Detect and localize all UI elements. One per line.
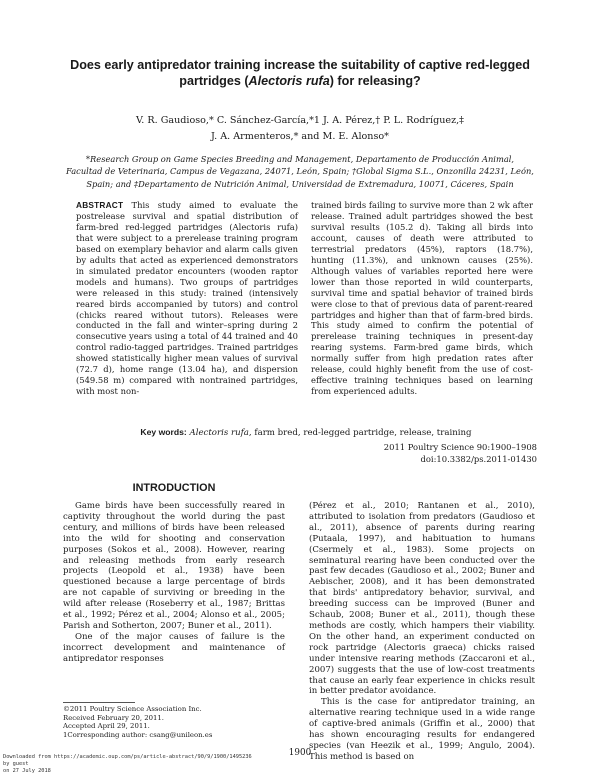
body-column-left (63, 501, 285, 665)
title-line-1: Does early antipredator training increase the suitability of captive red-legged (70, 58, 530, 72)
download-line-3: on 27 July 2018 (3, 768, 51, 774)
title-line-2-post: ) for releasing? (329, 74, 421, 88)
intro-paragraph-continued: (Pérez et al., 2010; Rantanen et al., 2010), attributed to isolation from predators (Gaudioso et al., 2011), absence of parents during rearing (Putaala, 1997), and habituation to humans (Csermely et al., 1983). Some projects on seminatural rearing have been conducted over the past few decades (Gaudioso et al., 2002; Buner and Aebischer, 2008), and it has been demonstrated that birds' antipredatory behavior, survival, and breeding success can be improved (Buner and Schaub, 2008; Buner et al., 2011), though these methods are costly, which hampers their viability. On the other hand, an experiment conducted on rock partridge (Alectoris graeca) chicks raised under intensive rearing methods (Zaccaroni et al., 2007) suggests that the use of low-cost treatments that cause an early fear experience in chicks result in better predator avoidance. (309, 501, 535, 697)
intro-paragraph-2: One of the major causes of failure is the incorrect development and maintenance of antipredator responses (63, 631, 285, 664)
abstract-text-left: This study aimed to evaluate the postrelease survival and spatial distribution of farm-bred red-legged partridges (Alectoris rufa) that were subject to a prerelease training program based on exemplary behavior and alarm calls given by adults that acted as experienced demonstrators in simulated predator encounters (wooden raptor models and humans). Two groups of partridges were released in this study: trained (intensively reared birds accompanied by tutors) and control (chicks reared without tutors). Releases were conducted in the fall and winter–spring during 2 consecutive years using a total of 44 trained and 40 control radio-tagged partridges. Trained partridges showed statistically higher mean values of survival (72.7 d), home range (13.04 ha), and dispersion (549.58 m) compared with nontrained partridges, with most non- (76, 200, 298, 397)
affiliations (62, 153, 538, 190)
affiliation-line-3: Spain; and ‡Departamento de Nutrición Animal, Universidad de Extremadura, 10071, Cáceres, Spain (86, 178, 514, 189)
keywords-rest: , farm bred, red-legged partridge, release, training (248, 428, 472, 438)
title-line-2-pre: partridges ( (179, 74, 249, 88)
abstract-column-left (76, 200, 298, 397)
footnotes (63, 705, 285, 739)
keywords-line (76, 426, 536, 439)
author-list (60, 113, 540, 145)
author-line-1: V. R. Gaudioso,* C. Sánchez-García,*1 J. A. Pérez,† P. L. Rodríguez,‡ (136, 115, 464, 126)
abstract-label: ABSTRACT (76, 200, 124, 210)
download-line-1: Downloaded from https://academic.oup.com/ps/article-abstract/90/9/1900/1495236 (3, 754, 252, 760)
abstract-column-right (311, 200, 533, 397)
page-number: 1900 (288, 748, 312, 758)
paper-title (40, 57, 560, 89)
citation-journal: 2011 Poultry Science 90:1900–1908 (383, 442, 537, 452)
footnote-divider (63, 702, 135, 703)
citation-doi: doi:10.3382/ps.2011-01430 (420, 453, 537, 464)
section-heading-introduction: INTRODUCTION (132, 482, 216, 494)
keywords-label: Key words: (140, 427, 187, 437)
body-column-right (309, 501, 535, 763)
footnote-corresponding-author: 1Corresponding author: csang@unileon.es (63, 730, 213, 739)
download-line-2: by guest (3, 761, 29, 767)
download-watermark (3, 754, 252, 775)
intro-paragraph-3: This is the case for antipredator training, an alternative rearing technique used in a wide range of captive-bred animals (Griffin et al., 2000) that has shown encouraging results for endangered species (van Heezik et al., 1999; Angulo, 2004). This method is based on (309, 697, 535, 762)
intro-paragraph-1: Game birds have been successfully reared in captivity throughout the world during the past century, and millions of birds have been released into the wild for shooting and conservation purposes (Sokos et al., 2008). However, rearing and releasing methods from early research projects (Leopold et al., 1938) have been questioned because a large percentage of birds are not capable of surviving or breeding in the wild after release (Roseberry et al., 1987; Brittas et al., 1992; Pérez et al., 2004; Alonso et al., 2005; Parish and Sotherton, 2007; Buner et al., 2011). (63, 501, 285, 631)
keywords-species: Alectoris rufa (189, 428, 249, 438)
affiliation-line-1: *Research Group on Game Species Breeding and Management, Departamento de Producción Animal, (85, 154, 515, 164)
title-species-name: Alectoris rufa (248, 74, 330, 88)
affiliation-line-2: Facultad de Veterinaria, Campus de Vegazana, 24071, León, Spain; †Global Sigma S.L., Onzonilla 24231, León, (66, 166, 534, 177)
abstract-text-right: trained birds failing to survive more than 2 wk after release. Trained adult partridges showed the best survival results (105.2 d). Taking all birds into account, causes of death were attributed to terrestrial predators (45%), raptors (18.7%), hunting (11.3%), and unknown causes (25%). Although values of variables reported here were lower than those reported in wild counterparts, survival time and spatial behavior of trained birds were close to that of previous data of parent-reared partridges and higher than that of farm-bred birds. This study aimed to confirm the potential of prerelease training techniques in present-day rearing systems. Farm-bred game birds, which normally suffer from high predation rates after release, could highly benefit from the use of cost-effective training techniques based on learning from experienced adults. (311, 200, 533, 397)
footnote-copyright: ©2011 Poultry Science Association Inc. (63, 705, 202, 713)
citation-block (384, 442, 537, 465)
footnote-accepted: Accepted April 29, 2011. (63, 722, 150, 731)
author-line-2: J. A. Armenteros,* and M. E. Alonso* (211, 131, 389, 142)
title-line-2 (40, 73, 560, 89)
footnote-received: Received February 20, 2011. (63, 713, 164, 722)
